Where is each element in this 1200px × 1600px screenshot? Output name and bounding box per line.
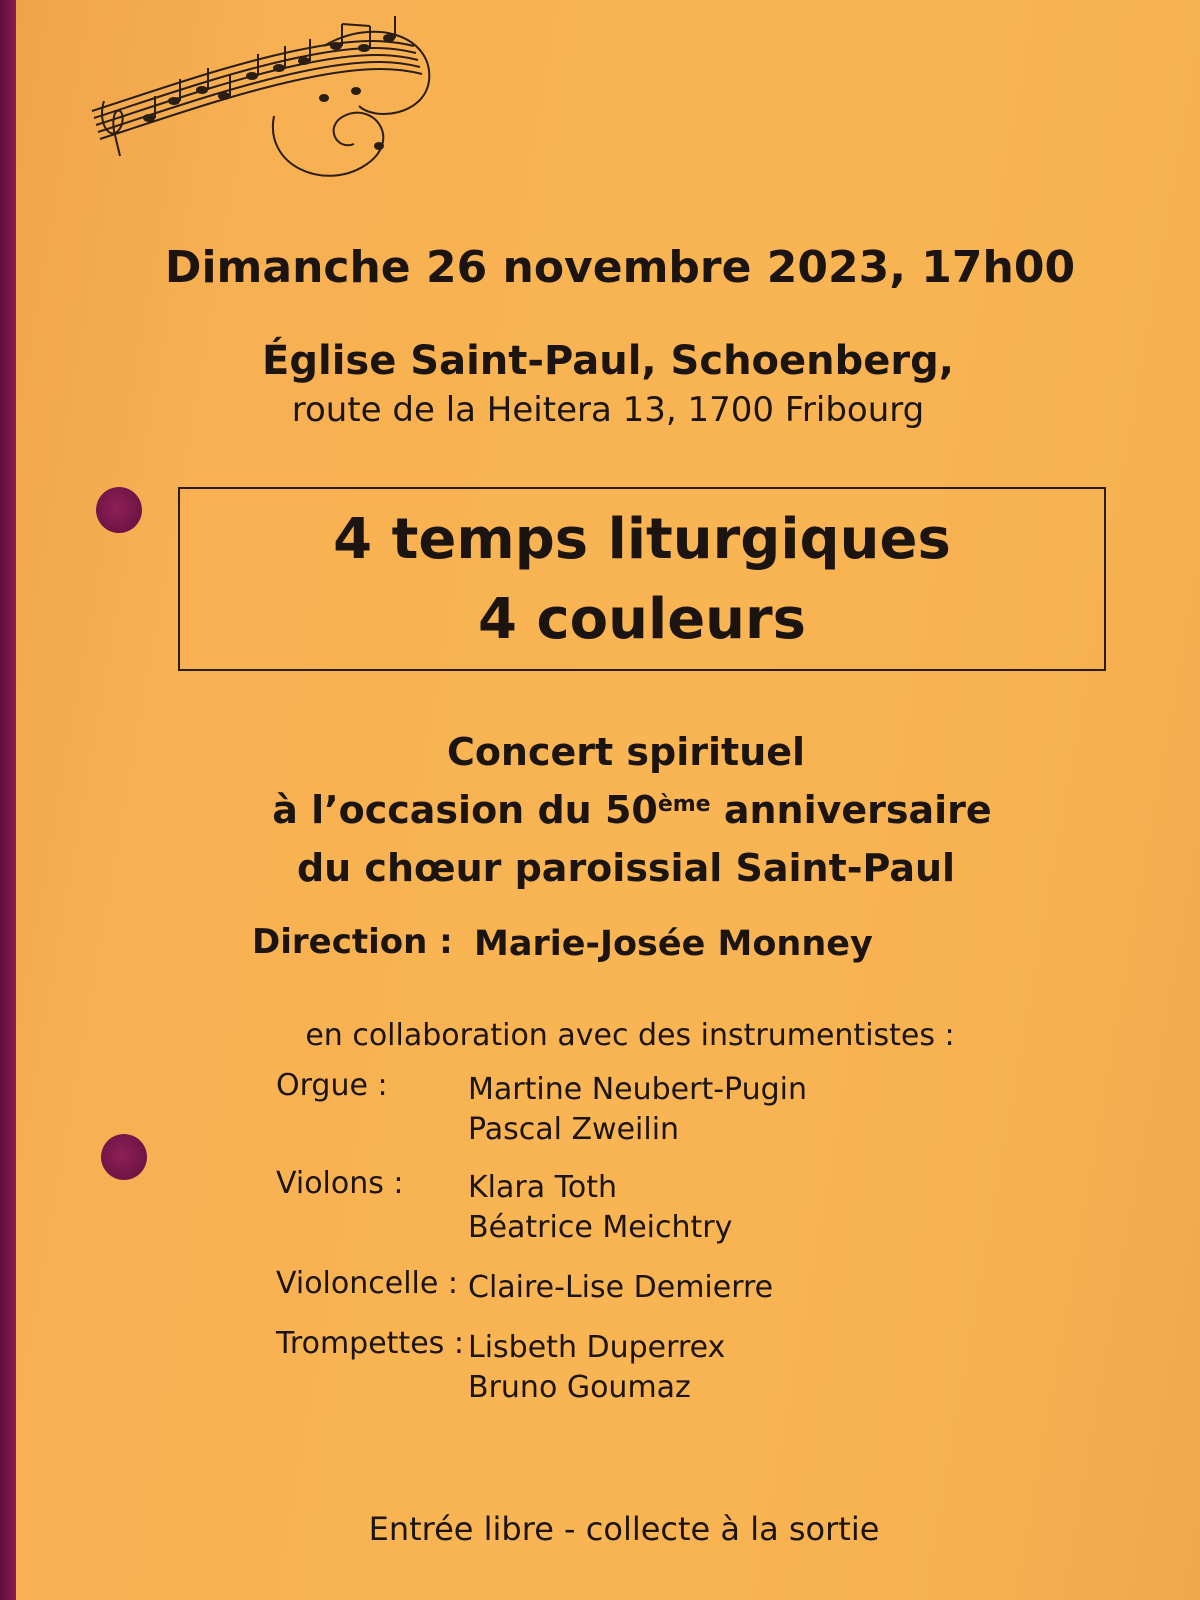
- music-notes-ornament-icon: [74, 6, 444, 196]
- instrument-label-orgue: Orgue :: [276, 1068, 388, 1103]
- musician-name: Klara Toth: [468, 1170, 618, 1205]
- event-address: route de la Heitera 13, 1700 Fribourg: [291, 390, 925, 430]
- event-venue: Église Saint-Paul, Schoenberg,: [262, 338, 954, 384]
- direction-name: Marie-Josée Monney: [474, 924, 873, 964]
- anniversary-line: [40, 788, 1200, 832]
- instrument-label-trompettes: Trompettes :: [276, 1326, 464, 1361]
- musician-name: Bruno Goumaz: [468, 1370, 691, 1405]
- choir-name: du chœur paroissial Saint-Paul: [296, 846, 956, 890]
- title-box: [178, 487, 1106, 671]
- direction-label: Direction :: [252, 922, 453, 962]
- musician-name: Lisbeth Duperrex: [468, 1330, 726, 1365]
- ordinal-suffix: ème: [657, 792, 711, 817]
- musician-name: Pascal Zweilin: [468, 1112, 680, 1147]
- concert-flyer: [16, 0, 1200, 1600]
- title-line-2: 4 couleurs: [478, 587, 806, 652]
- title-line-1: 4 temps liturgiques: [333, 507, 951, 572]
- concert-type: Concert spirituel: [446, 730, 806, 774]
- anniversary-text-after: anniversaire: [710, 788, 992, 832]
- instrument-label-violons: Violons :: [276, 1166, 404, 1201]
- entry-info: Entrée libre - collecte à la sortie: [368, 1510, 880, 1548]
- musician-name: Béatrice Meichtry: [468, 1210, 733, 1245]
- collaboration-intro: en collaboration avec des instrumentistes :: [305, 1018, 955, 1053]
- anniversary-text-before: à l’occasion du 50: [272, 788, 658, 832]
- event-date-time: Dimanche 26 novembre 2023, 17h00: [164, 242, 1076, 293]
- musician-name: Martine Neubert-Pugin: [468, 1072, 808, 1107]
- instrument-label-violoncelle: Violoncelle :: [276, 1266, 458, 1301]
- musician-name: Claire-Lise Demierre: [468, 1270, 774, 1305]
- punch-hole: [101, 1134, 147, 1180]
- punch-hole: [96, 487, 142, 533]
